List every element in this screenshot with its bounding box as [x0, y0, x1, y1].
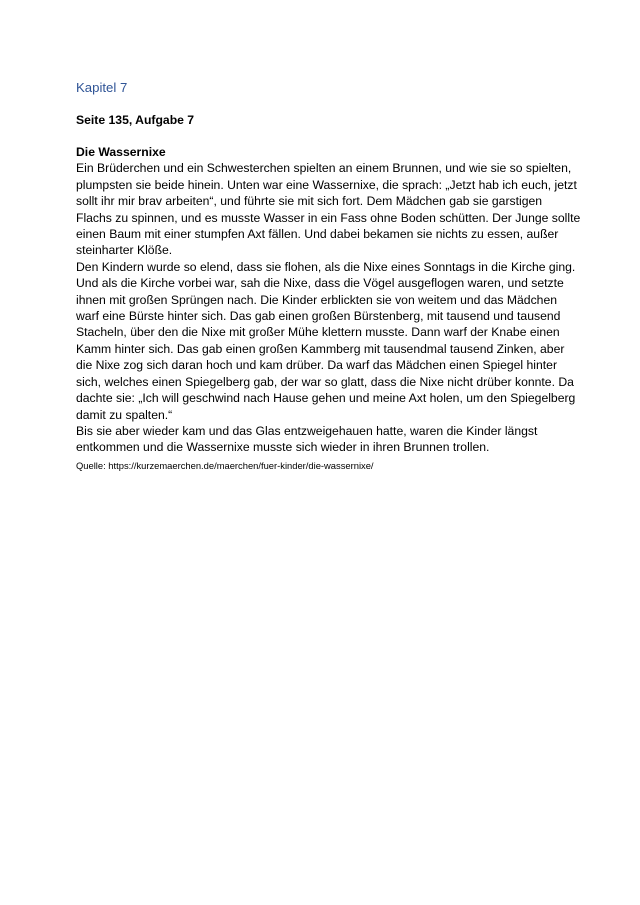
- story-line: sich, welches einen Spiegelberg gab, der war so glatt, dass die Nixe nicht drüber konnte. Da: [76, 374, 574, 389]
- story-line: Kamm hinter sich. Das gab einen großen Kammberg mit tausendmal tausend Zinken, aber: [76, 341, 565, 356]
- story-line: steinharter Klöße.: [76, 243, 173, 258]
- story-line: Den Kindern wurde so elend, dass sie flohen, als die Nixe eines Sonntags in die Kirche ging.: [76, 259, 576, 274]
- story-section: [76, 144, 581, 456]
- task-heading: Seite 135, Aufgabe 7: [76, 113, 195, 127]
- story-line: Ein Brüderchen und ein Schwesterchen spielten an einem Brunnen, und wie sie so spielten,: [76, 161, 572, 176]
- story-title: Die Wassernixe: [76, 145, 166, 159]
- story-line: einen Baum mit einer stumpfen Axt fällen. Und dabei bekamen sie nichts zu essen, außer: [76, 227, 559, 242]
- story-line: Stacheln, über den die Nixe mit großer Mühe klettern musste. Dann warf der Knabe einen: [76, 325, 560, 340]
- source-citation: Quelle: https://kurzemaerchen.de/maerchen/fuer-kinder/die-wassernixe/: [76, 460, 374, 471]
- story-line: die Nixe zog sich daran hoch und kam drüber. Da warf das Mädchen einen Spiegel hinter: [76, 358, 558, 373]
- story-line: entkommen und die Wassernixe musste sich wieder in ihren Brunnen trollen.: [76, 440, 490, 455]
- story-line: plumpsten sie beide hinein. Unten war eine Wassernixe, die sprach: „Jetzt hab ich euch, jetzt: [76, 177, 577, 192]
- chapter-heading: Kapitel 7: [76, 80, 128, 95]
- story-line: dachte sie: „Ich will geschwind nach Hause gehen und meine Axt holen, um den Spiegelberg: [76, 391, 576, 406]
- story-line: Flachs zu spinnen, und es musste Wasser in ein Fass ohne Boden schütten. Der Junge sollte: [76, 210, 581, 225]
- story-line: sollt ihr mir brav arbeiten“, und führte sie mit sich fort. Dem Mädchen gab sie garstigen: [76, 194, 543, 209]
- story-line: warf eine Bürste hinter sich. Das gab einen großen Bürstenberg, mit tausend und tausend: [76, 309, 561, 324]
- story-line: Bis sie aber wieder kam und das Glas entzweigehauen hatte, waren die Kinder längst: [76, 423, 538, 438]
- story-body: [76, 160, 581, 455]
- story-line: ihnen mit großen Sprüngen nach. Die Kinder erblickten sie von weitem und das Mädchen: [76, 292, 558, 307]
- story-line: Und als die Kirche vorbei war, sah die Nixe, dass die Vögel ausgeflogen waren, und setzte: [76, 276, 564, 291]
- story-line: damit zu spalten.“: [76, 407, 173, 422]
